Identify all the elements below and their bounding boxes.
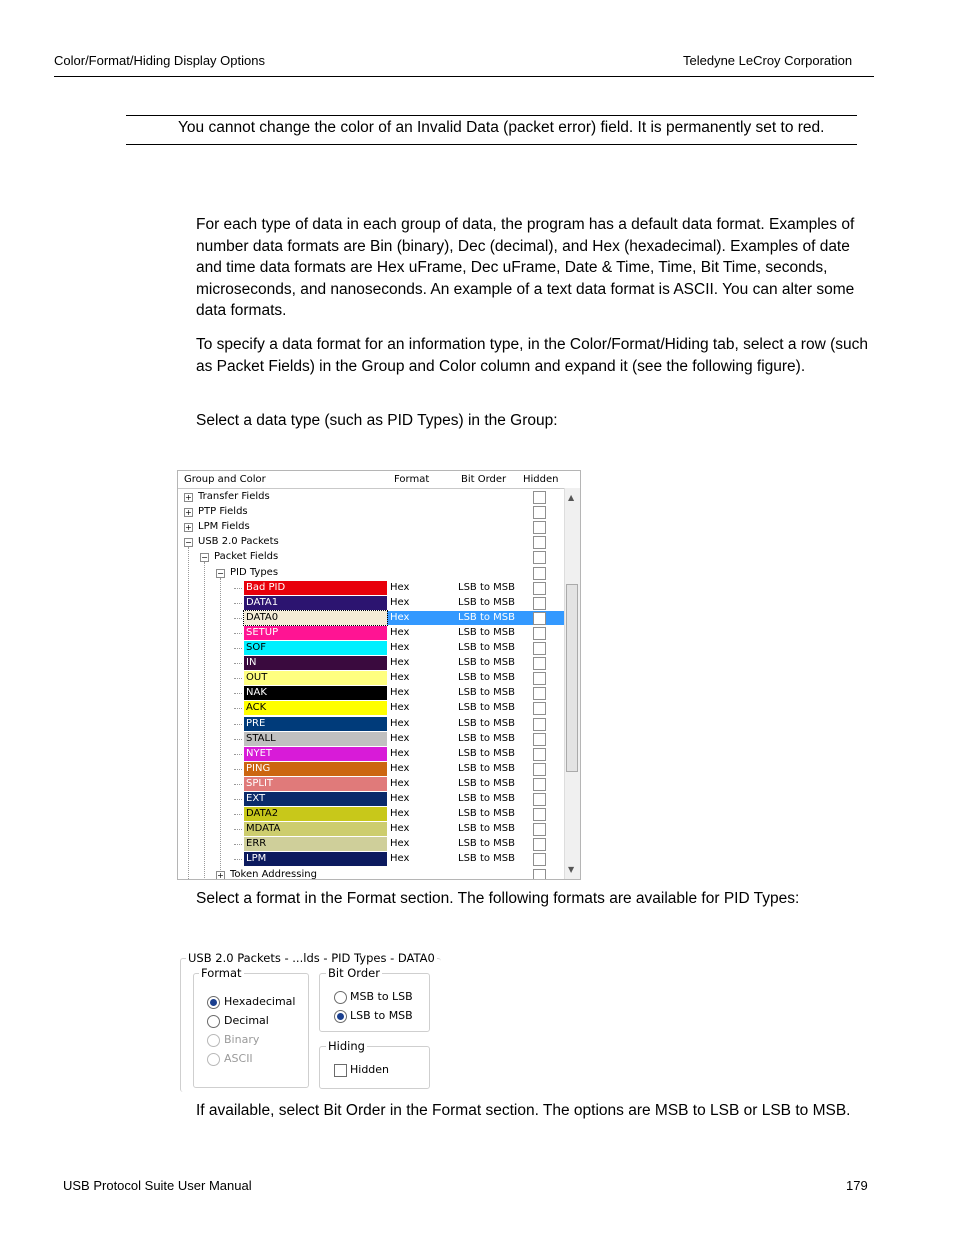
- tree-guide: [234, 648, 242, 649]
- format-value: Hex: [390, 747, 410, 759]
- color-swatch[interactable]: [244, 626, 387, 640]
- format-value: Hex: [390, 793, 410, 804]
- bit-order-radio-label: LSB to MSB: [350, 1009, 413, 1022]
- tree-guide: [234, 784, 242, 785]
- bit-order-value: LSB to MSB: [458, 687, 516, 699]
- hidden-checkbox[interactable]: [533, 521, 546, 534]
- color-swatch[interactable]: [244, 671, 387, 685]
- tree-guide: [234, 799, 242, 800]
- hidden-checkbox[interactable]: [533, 627, 546, 640]
- pid-type-row[interactable]: [178, 626, 564, 641]
- paragraph-bit-order: If available, select Bit Order in the Format section. The options are MSB to LSB or LSB to MSB.: [196, 1102, 851, 1119]
- hidden-checkbox[interactable]: [533, 672, 546, 685]
- format-radio-label: Binary: [224, 1033, 260, 1046]
- format-options-panel: [180, 950, 443, 1091]
- pid-type-row[interactable]: [178, 596, 564, 611]
- collapse-icon[interactable]: −: [201, 553, 208, 563]
- tree-row[interactable]: [178, 868, 564, 881]
- bit-order-value: LSB to MSB: [458, 762, 516, 774]
- format-value: Hex: [390, 581, 410, 593]
- format-value: Hex: [390, 596, 410, 608]
- format-group: [193, 973, 309, 1088]
- format-value: Hex: [390, 672, 410, 684]
- collapse-icon[interactable]: −: [185, 538, 192, 548]
- scroll-down-icon[interactable]: ▼: [568, 865, 575, 874]
- tree-guide: [234, 844, 242, 845]
- pid-type-label: NAK: [246, 687, 267, 699]
- format-value: Hex: [390, 808, 410, 820]
- hidden-checkbox[interactable]: [533, 869, 546, 881]
- tree-guide: [234, 678, 242, 679]
- expand-icon[interactable]: +: [185, 508, 192, 518]
- pid-type-label: PRE: [246, 717, 266, 729]
- hidden-checkbox[interactable]: [533, 642, 546, 655]
- scroll-up-icon[interactable]: ▲: [568, 493, 575, 502]
- hidden-checkbox[interactable]: [533, 582, 546, 595]
- bit-order-value: LSB to MSB: [458, 672, 516, 684]
- pid-type-label: PING: [246, 762, 271, 774]
- tree-guide: [234, 814, 242, 815]
- format-value: Hex: [390, 853, 410, 865]
- header-rule: [54, 76, 874, 77]
- color-swatch[interactable]: [244, 807, 387, 821]
- paragraph-select-format: Select a format in the Format section. The following formats are available for PID Types:: [196, 890, 800, 907]
- pid-type-label: SETUP: [246, 626, 279, 638]
- pid-type-row[interactable]: [178, 641, 564, 656]
- hidden-checkbox[interactable]: [533, 823, 546, 836]
- tree-row[interactable]: [178, 566, 564, 581]
- bit-order-value: LSB to MSB: [458, 747, 516, 759]
- hidden-checkbox[interactable]: [533, 778, 546, 791]
- format-radio[interactable]: [207, 1015, 220, 1028]
- tree-guide: [234, 859, 242, 860]
- bit-order-value: LSB to MSB: [458, 732, 516, 744]
- column-group-and-color[interactable]: Group and Color: [184, 474, 266, 485]
- tree-label: LPM Fields: [198, 521, 250, 533]
- format-value: Hex: [390, 657, 410, 669]
- color-swatch[interactable]: [244, 762, 387, 776]
- color-swatch[interactable]: [244, 656, 387, 670]
- pid-type-label: SOF: [246, 642, 266, 653]
- hidden-checkbox[interactable]: [533, 506, 546, 519]
- color-swatch[interactable]: [244, 837, 387, 851]
- expand-icon[interactable]: +: [217, 870, 224, 880]
- hidden-checkbox[interactable]: [334, 1064, 347, 1077]
- format-radio-label: Decimal: [224, 1014, 269, 1027]
- color-swatch[interactable]: [244, 777, 387, 791]
- running-header-title: Color/Format/Hiding Display Options: [54, 53, 265, 68]
- bit-order-value: LSB to MSB: [458, 777, 516, 789]
- format-radio: [207, 1034, 220, 1047]
- note-bottom-rule: [126, 144, 857, 145]
- hidden-checkbox[interactable]: [533, 838, 546, 851]
- color-swatch[interactable]: [244, 581, 387, 595]
- hidden-checkbox[interactable]: [533, 718, 546, 731]
- bit-order-value: LSB to MSB: [458, 823, 516, 835]
- tree-label: Packet Fields: [214, 551, 279, 563]
- color-swatch[interactable]: [244, 717, 387, 731]
- panel-title: USB 2.0 Packets - ...lds - PID Types - DATA0: [188, 951, 435, 965]
- color-swatch[interactable]: [244, 686, 387, 700]
- pid-type-label: NYET: [246, 747, 273, 759]
- pid-type-row[interactable]: [178, 747, 564, 762]
- bit-order-radio-label: MSB to LSB: [350, 990, 413, 1003]
- pid-type-label: ACK: [246, 702, 267, 714]
- format-group-title: Format: [201, 966, 242, 980]
- tree-row[interactable]: [178, 520, 564, 535]
- bit-order-value: LSB to MSB: [458, 642, 516, 653]
- bit-order-value: LSB to MSB: [458, 611, 516, 623]
- column-hidden[interactable]: Hidden: [523, 474, 559, 485]
- color-swatch[interactable]: [244, 596, 387, 610]
- format-value: Hex: [390, 702, 410, 714]
- hidden-checkbox[interactable]: [533, 763, 546, 776]
- footer-manual-title: USB Protocol Suite User Manual: [63, 1178, 252, 1193]
- tree-guide: [234, 693, 242, 694]
- bit-order-value: LSB to MSB: [458, 717, 516, 729]
- paragraph-data-formats: For each type of data in each group of data, the program has a default data format. Examples of number data formats are Bin (binary), Dec (decimal), and Hex (hexadecimal). Examples of date and time data formats are Hex uFrame, Dec uFrame, Date & Time, Time, Bit Time, seconds, microseconds, and nanoseconds. An example of a text data format is ASCII. You can alter some data formats.: [196, 216, 855, 320]
- bit-order-radio[interactable]: [334, 1010, 347, 1023]
- tree-guide: [234, 708, 242, 709]
- hidden-checkbox[interactable]: [533, 551, 546, 564]
- page-number: 179: [846, 1178, 868, 1193]
- color-swatch[interactable]: [244, 611, 387, 625]
- hidden-checkbox[interactable]: [533, 793, 546, 806]
- format-value: Hex: [390, 611, 410, 623]
- bit-order-value: LSB to MSB: [458, 596, 516, 608]
- color-swatch[interactable]: [244, 732, 387, 746]
- format-value: Hex: [390, 626, 410, 638]
- hidden-checkbox-label: Hidden: [350, 1063, 390, 1076]
- running-header-company: Teledyne LeCroy Corporation: [683, 53, 853, 68]
- hidden-checkbox[interactable]: [533, 687, 546, 700]
- column-format[interactable]: Format: [394, 474, 430, 485]
- pid-type-label: MDATA: [246, 823, 281, 835]
- hidden-checkbox[interactable]: [533, 612, 546, 625]
- pid-type-label: LPM: [246, 853, 267, 865]
- pid-type-row[interactable]: [178, 732, 564, 747]
- tree-guide: [234, 618, 242, 619]
- tree-row[interactable]: [178, 550, 564, 565]
- bit-order-value: LSB to MSB: [458, 808, 516, 820]
- pid-type-row[interactable]: [178, 822, 564, 837]
- tree-guide: [234, 603, 242, 604]
- tree-guide: [234, 754, 242, 755]
- format-value: Hex: [390, 717, 410, 729]
- tree-guide: [234, 633, 242, 634]
- note-text: You cannot change the color of an Invalid Data (packet error) field. It is permanently set to red.: [178, 119, 825, 136]
- pid-type-row[interactable]: [178, 777, 564, 792]
- format-value: Hex: [390, 732, 410, 744]
- pid-type-row[interactable]: [178, 656, 564, 671]
- note-top-rule: [126, 115, 857, 116]
- hidden-checkbox[interactable]: [533, 536, 546, 549]
- pid-type-label: IN: [246, 657, 257, 669]
- scroll-thumb[interactable]: [566, 584, 578, 772]
- tree-label: Token Addressing: [230, 868, 317, 880]
- bit-order-value: LSB to MSB: [458, 657, 516, 669]
- pid-type-label: EXT: [246, 793, 266, 804]
- pid-type-row[interactable]: [178, 671, 564, 686]
- format-radio-label: ASCII: [224, 1052, 253, 1065]
- color-swatch[interactable]: [244, 701, 387, 715]
- format-value: Hex: [390, 642, 410, 653]
- hidden-checkbox[interactable]: [533, 733, 546, 746]
- bit-order-radio[interactable]: [334, 991, 347, 1004]
- tree-guide: [234, 588, 242, 589]
- tree-label: USB 2.0 Packets: [198, 536, 279, 548]
- format-value: Hex: [390, 823, 410, 835]
- pid-type-row[interactable]: [178, 762, 564, 777]
- pid-type-row[interactable]: [178, 837, 564, 852]
- pid-type-label: ERR: [246, 838, 267, 850]
- pid-type-row[interactable]: [178, 792, 564, 807]
- pid-type-label: DATA2: [246, 808, 279, 820]
- bit-order-value: LSB to MSB: [458, 702, 516, 714]
- pid-type-row[interactable]: [178, 852, 564, 867]
- tree-label: PTP Fields: [198, 506, 248, 518]
- pid-type-row[interactable]: [178, 701, 564, 716]
- hidden-checkbox[interactable]: [533, 657, 546, 670]
- color-swatch[interactable]: [244, 641, 387, 655]
- collapse-icon[interactable]: −: [217, 568, 224, 578]
- pid-type-label: SPLIT: [246, 777, 274, 789]
- pid-type-row[interactable]: [178, 686, 564, 701]
- tree-row[interactable]: [178, 490, 564, 505]
- pid-type-label: OUT: [246, 672, 268, 684]
- hidden-checkbox[interactable]: [533, 748, 546, 761]
- pid-type-row[interactable]: [178, 717, 564, 732]
- tree-guide: [234, 769, 242, 770]
- pid-type-row[interactable]: [178, 611, 564, 626]
- format-radio: [207, 1053, 220, 1066]
- group-color-grid: [177, 470, 581, 880]
- tree-guide: [234, 663, 242, 664]
- hidden-checkbox[interactable]: [533, 808, 546, 821]
- tree-guide: [234, 739, 242, 740]
- format-radio-label: Hexadecimal: [224, 995, 296, 1008]
- hidden-checkbox[interactable]: [533, 597, 546, 610]
- tree-row[interactable]: [178, 535, 564, 550]
- format-value: Hex: [390, 838, 410, 850]
- paragraph-specify-format: To specify a data format for an information type, in the Color/Format/Hiding tab, select a row (such as Packet Fields) in the Group and Color column and expand it (see the following figure).: [196, 336, 868, 375]
- bit-order-value: LSB to MSB: [458, 793, 516, 804]
- tree-guide: [234, 829, 242, 830]
- pid-type-label: Bad PID: [246, 581, 286, 593]
- hidden-checkbox[interactable]: [533, 491, 546, 504]
- tree-row[interactable]: [178, 505, 564, 520]
- expand-icon[interactable]: +: [185, 493, 192, 502]
- hiding-group-title: Hiding: [328, 1039, 365, 1053]
- format-radio[interactable]: [207, 996, 220, 1009]
- color-swatch[interactable]: [244, 747, 387, 761]
- grid-header: [178, 471, 580, 489]
- color-swatch[interactable]: [244, 822, 387, 836]
- hidden-checkbox[interactable]: [533, 853, 546, 866]
- format-value: Hex: [390, 762, 410, 774]
- hidden-checkbox[interactable]: [533, 702, 546, 715]
- pid-type-label: DATA1: [246, 596, 279, 608]
- format-value: Hex: [390, 687, 410, 699]
- bit-order-value: LSB to MSB: [458, 853, 516, 865]
- format-value: Hex: [390, 777, 410, 789]
- pid-type-label: DATA0: [246, 611, 279, 623]
- color-swatch[interactable]: [244, 852, 387, 866]
- tree-label: Transfer Fields: [198, 491, 270, 502]
- paragraph-select-type: Select a data type (such as PID Types) in the Group:: [196, 412, 558, 429]
- hidden-checkbox[interactable]: [533, 567, 546, 580]
- pid-type-row[interactable]: [178, 581, 564, 596]
- pid-type-row[interactable]: [178, 807, 564, 822]
- color-swatch[interactable]: [244, 792, 387, 806]
- expand-icon[interactable]: +: [185, 523, 192, 533]
- column-bit-order[interactable]: Bit Order: [461, 474, 507, 485]
- bit-order-value: LSB to MSB: [458, 838, 516, 850]
- bit-order-value: LSB to MSB: [458, 581, 516, 593]
- bit-order-group-title: Bit Order: [328, 966, 380, 980]
- bit-order-value: LSB to MSB: [458, 626, 516, 638]
- pid-type-label: STALL: [246, 732, 276, 744]
- tree-guide: [234, 724, 242, 725]
- grid-scrollbar[interactable]: [564, 488, 580, 879]
- tree-label: PID Types: [230, 566, 279, 578]
